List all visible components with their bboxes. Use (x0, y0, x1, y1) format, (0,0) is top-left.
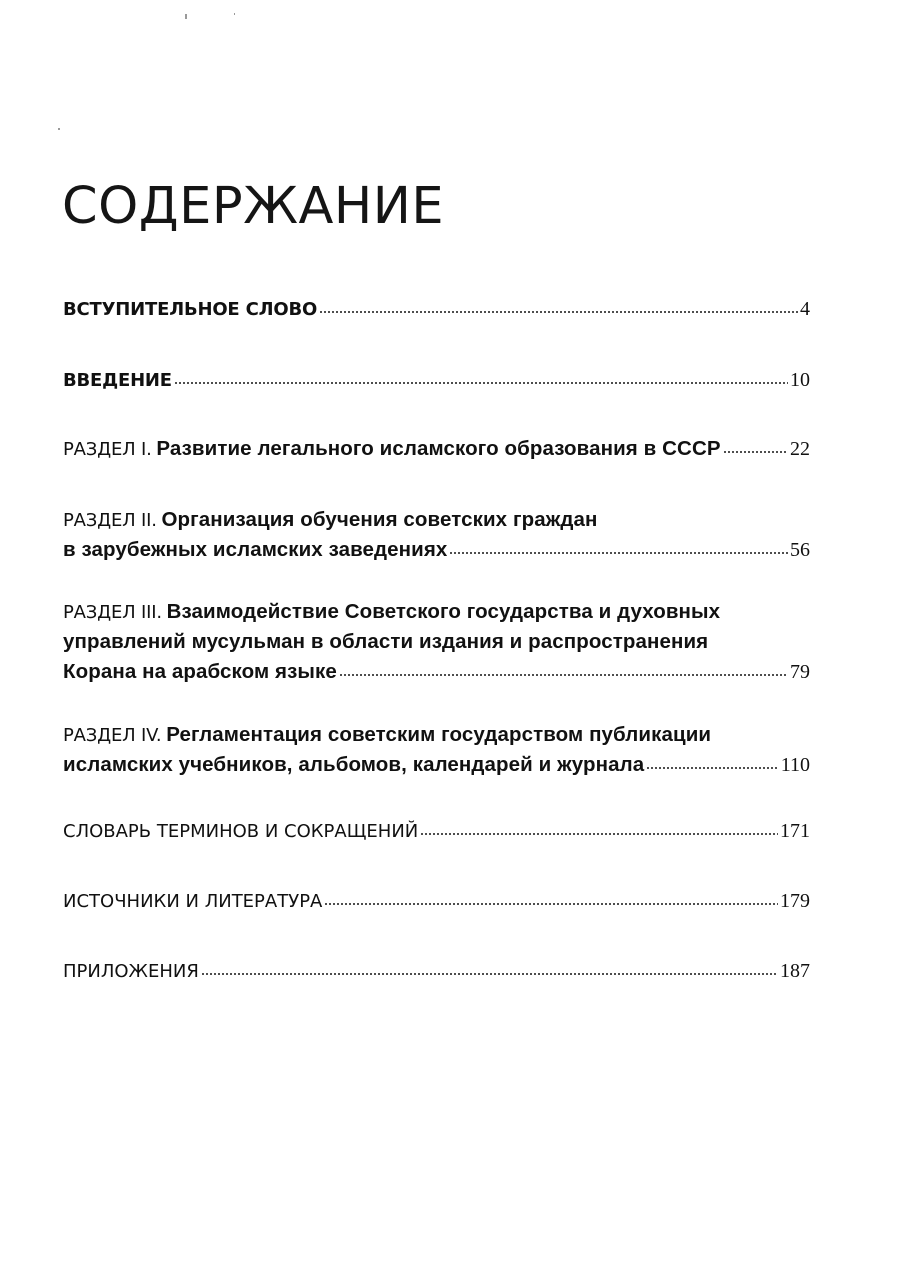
page-number: 56 (790, 539, 810, 561)
section-title-line: Развитие легального исламского образования в СССР (156, 437, 721, 460)
section-prefix: РАЗДЕЛ II. (63, 510, 157, 531)
page-number: 79 (790, 661, 810, 683)
scan-speck (58, 128, 60, 130)
dot-leader (339, 674, 788, 676)
section-prefix: РАЗДЕЛ IV. (63, 725, 162, 746)
page-number: 10 (790, 369, 810, 391)
dot-leader (646, 767, 778, 769)
entry-label: СЛОВАРЬ ТЕРМИНОВ И СОКРАЩЕНИЙ (63, 821, 419, 842)
entry-label: ПРИЛОЖЕНИЯ (63, 961, 199, 982)
section-title-line: Взаимодействие Советского государства и духовных (166, 600, 721, 623)
section-title-line: исламских учебников, альбомов, календарей и журнала (63, 753, 645, 776)
section-title-line: в зарубежных исламских заведениях (63, 538, 448, 561)
toc-entry-glossary[interactable] (63, 816, 810, 846)
dot-leader (319, 311, 798, 313)
section-title-line: управлений мусульман в области издания и распространения (63, 630, 709, 653)
entry-label: ВСТУПИТЕЛЬНОЕ СЛОВО (63, 299, 318, 320)
dot-leader (174, 382, 788, 384)
dot-leader (723, 451, 788, 453)
page-number: 4 (800, 298, 810, 320)
section-prefix: РАЗДЕЛ I. (63, 439, 152, 460)
section-prefix: РАЗДЕЛ III. (63, 602, 162, 623)
toc-entry-introduction[interactable] (63, 365, 810, 395)
section-title-line: Корана на арабском языке (63, 660, 337, 683)
toc-entry-appendices[interactable] (63, 956, 810, 986)
page-number: 171 (780, 820, 810, 842)
toc-entry-section-1[interactable] (63, 434, 810, 464)
entry-label: ИСТОЧНИКИ И ЛИТЕРАТУРА (63, 891, 323, 912)
page-number: 110 (780, 754, 810, 776)
section-title-line: Регламентация советским государством публикации (166, 723, 712, 746)
dot-leader (449, 552, 788, 554)
dot-leader (420, 833, 778, 835)
page-number: 179 (780, 890, 810, 912)
toc-entry-section-2[interactable] (63, 505, 810, 565)
page-title: СОДЕРЖАНИЕ (62, 177, 445, 236)
page-number: 22 (790, 438, 810, 460)
toc-entry-introductory-word[interactable] (63, 294, 810, 324)
dot-leader (201, 973, 778, 975)
dot-leader (324, 903, 778, 905)
scan-speck (234, 13, 235, 15)
toc-entry-section-4[interactable] (63, 720, 810, 780)
scan-speck (185, 14, 187, 19)
toc-entry-section-3[interactable] (63, 597, 810, 687)
page-number: 187 (780, 960, 810, 982)
section-title-line: Организация обучения советских граждан (161, 508, 598, 531)
entry-label: ВВЕДЕНИЕ (63, 370, 172, 391)
toc-entry-sources[interactable] (63, 886, 810, 916)
